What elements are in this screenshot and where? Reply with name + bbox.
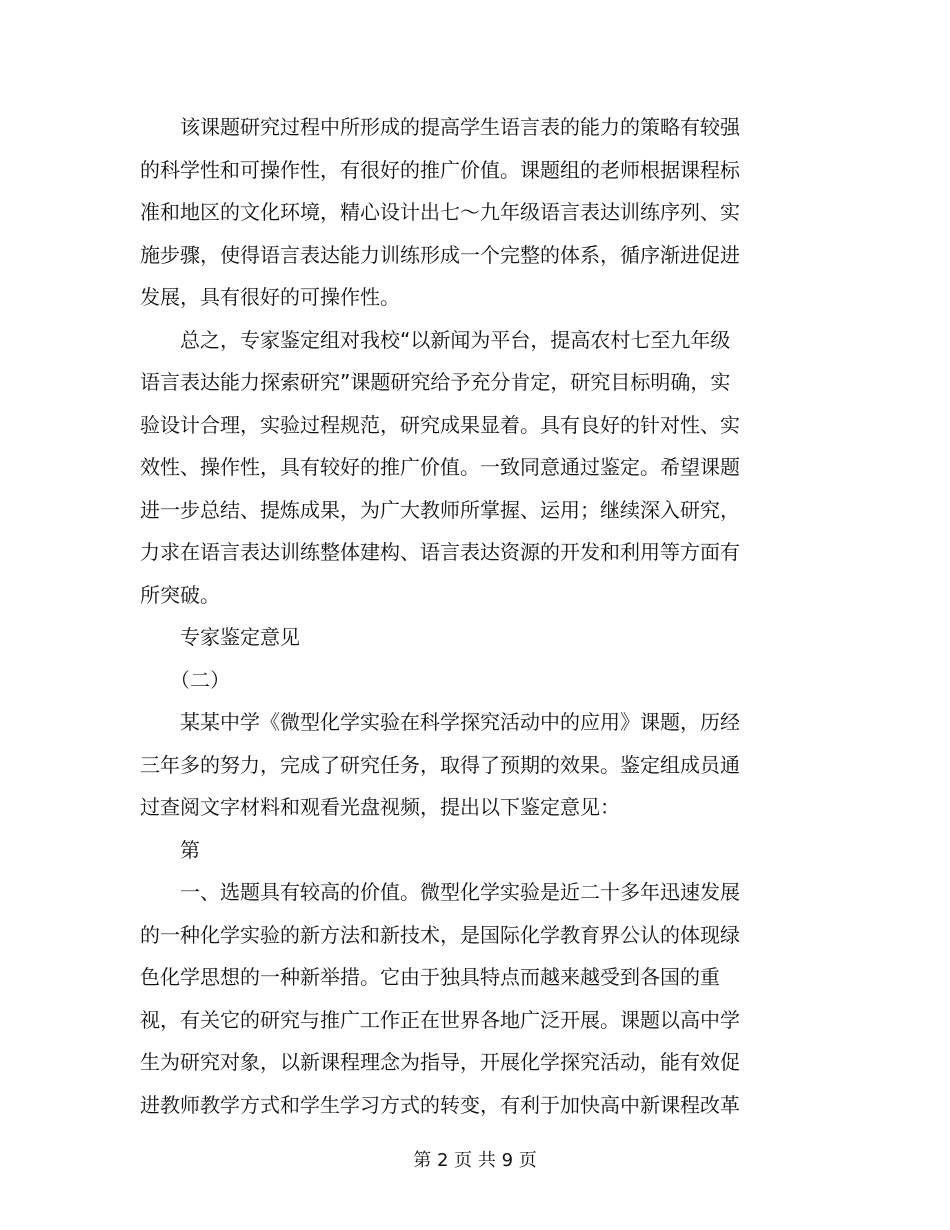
paragraph bbox=[140, 829, 760, 872]
text-line: 所突破。 bbox=[140, 582, 220, 607]
text-line: 视，有关它的研究与推广工作正在世界各地广泛开展。课题以高中学 bbox=[140, 1007, 740, 1032]
text-line: （二） bbox=[140, 667, 230, 692]
paragraph bbox=[140, 659, 760, 702]
paragraph bbox=[140, 319, 760, 617]
text-line: 色化学思想的一种新举措。它由于独具特点而越来越受到各国的重 bbox=[140, 965, 720, 989]
text-line: 语言表达能力探索研究”课题研究给予充分肯定，研究目标明确，实 bbox=[140, 370, 731, 394]
text-line: 进一步总结、提炼成果，为广大教师所掌握、运用；继续深入研究， bbox=[140, 497, 740, 522]
text-line: 准和地区的文化环境，精心设计出七～九年级语言表达训练序列、实 bbox=[140, 200, 740, 224]
text-line: 三年多的努力，完成了研究任务，取得了预期的效果。鉴定组成员通 bbox=[140, 752, 740, 777]
text-line: 的一种化学实验的新方法和新技术，是国际化学教育界公认的体现绿 bbox=[140, 922, 740, 947]
text-line: 该课题研究过程中所形成的提高学生语言表的能力的策略有较强 bbox=[140, 115, 740, 139]
paragraph bbox=[140, 871, 760, 1126]
text-line: 总之，专家鉴定组对我校“以新闻为平台，提高农村七至九年级 bbox=[140, 327, 731, 352]
paragraph bbox=[140, 106, 760, 319]
text-line: 验设计合理，实验过程规范，研究成果显着。具有良好的针对性、实 bbox=[140, 412, 740, 437]
text-line: 专家鉴定意见 bbox=[140, 625, 300, 649]
text-line: 施步骤，使得语言表达能力训练形成一个完整的体系，循序渐进促进 bbox=[140, 242, 740, 267]
document-body bbox=[140, 106, 760, 1126]
text-line: 发展，具有很好的可操作性。 bbox=[140, 285, 400, 309]
text-line: 一、选题具有较高的价值。微型化学实验是近二十多年迅速发展 bbox=[140, 880, 740, 904]
text-line: 第 bbox=[140, 837, 200, 862]
text-line: 力求在语言表达训练整体建构、语言表达资源的开发和利用等方面有 bbox=[140, 540, 740, 564]
text-line: 进教师教学方式和学生学习方式的转变，有利于加快高中新课程改革 bbox=[140, 1092, 740, 1117]
page-footer: 第 2 页 共 9 页 bbox=[413, 1150, 537, 1171]
paragraph bbox=[140, 616, 760, 659]
paragraph bbox=[140, 701, 760, 829]
text-line: 过查阅文字材料和观看光盘视频，提出以下鉴定意见： bbox=[140, 795, 620, 819]
text-line: 的科学性和可操作性，有很好的推广价值。课题组的老师根据课程标 bbox=[140, 157, 740, 182]
text-line: 效性、操作性，具有较好的推广价值。一致同意通过鉴定。希望课题 bbox=[140, 455, 740, 479]
text-line: 某某中学《微型化学实验在科学探究活动中的应用》课题，历经 bbox=[140, 710, 740, 734]
text-line: 生为研究对象，以新课程理念为指导，开展化学探究活动，能有效促 bbox=[140, 1050, 740, 1074]
